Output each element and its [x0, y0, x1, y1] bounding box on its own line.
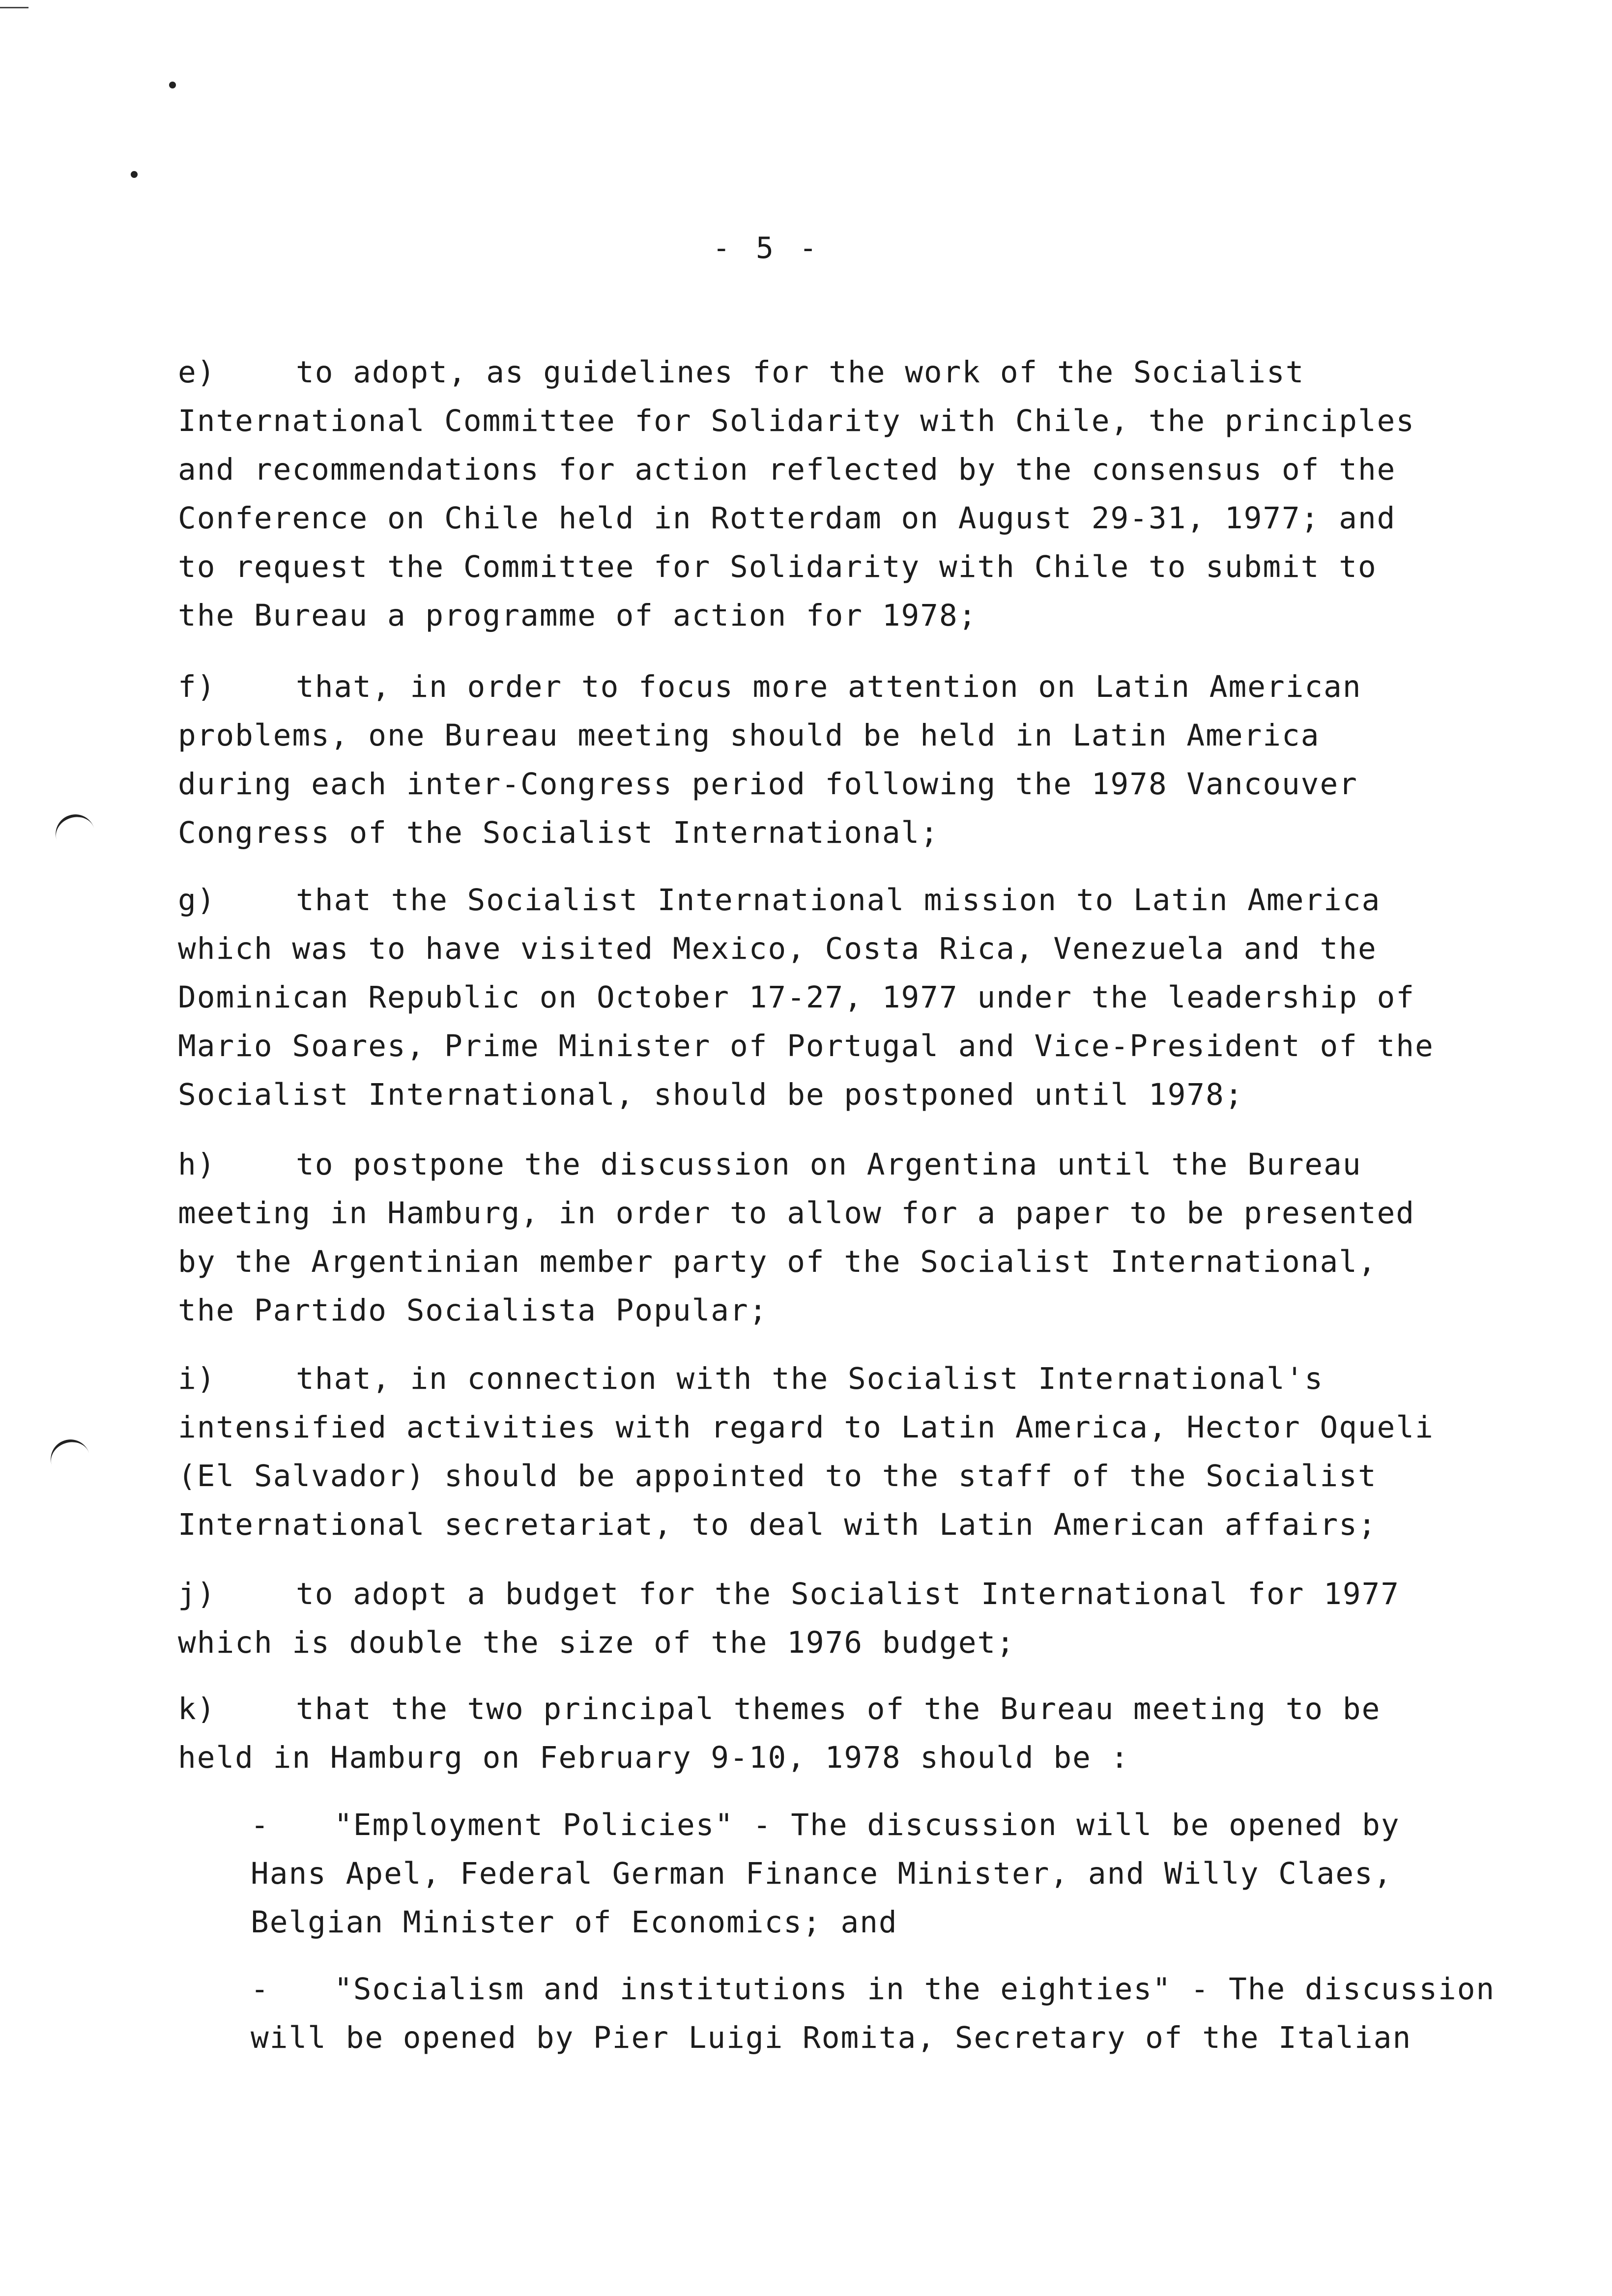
list-marker: k) [178, 1692, 216, 1726]
list-item-h [178, 1140, 1495, 1335]
list-marker: e) [178, 355, 216, 390]
sub-item-text: "Employment Policies" - The discussion will be opened by Hans Apel, Federal German Finance Minister, and Willy Claes, Belgian Minister of Economics; and [251, 1808, 1400, 1940]
list-item-text: to adopt, as guidelines for the work of the Socialist International Committee for Solidarity with Chile, the principles and recommendations for action reflected by the consensus of the Conference on Chile held in Rotterdam on August 29-31, 1977; and to request the Committee for Solidarity with Chile to submit to the Bureau a programme of action for 1978; [178, 355, 1415, 633]
sub-item-dash: - [251, 1808, 270, 1842]
list-marker: j) [178, 1577, 216, 1611]
list-item-text: that, in connection with the Socialist International's intensified activities with regard to Latin America, Hector Oqueli (El Salvador) should be appointed to the staff of the Socialist International secretariat, to deal with Latin American affairs; [178, 1361, 1434, 1542]
list-item-j [178, 1570, 1495, 1667]
list-marker: i) [178, 1361, 216, 1396]
list-item-e [178, 348, 1495, 640]
sub-item-employment-policies [251, 1801, 1587, 1947]
scan-speck [131, 171, 138, 178]
list-marker: f) [178, 669, 216, 704]
sub-item-dash: - [251, 1972, 270, 2007]
page-number: - 5 - [712, 231, 821, 265]
list-item-text: that the Socialist International mission to Latin America which was to have visited Mexico, Costa Rica, Venezuela and the Dominican Republic on October 17-27, 1977 under the leadership of Mario Soares, Prime Minister of Portugal and Vice-President of the Socialist International, should be postponed until 1978; [178, 883, 1434, 1112]
list-item-i [178, 1354, 1495, 1549]
list-item-text: to adopt a budget for the Socialist International for 1977 which is double the size of the 1976 budget; [178, 1577, 1400, 1660]
list-item-text: that, in order to focus more attention on Latin American problems, one Bureau meeting should be held in Latin America during each inter-Congress period following the 1978 Vancouver Congress of the Socialist International; [178, 669, 1362, 850]
punch-hole-mark [51, 809, 95, 843]
list-item-text: that the two principal themes of the Bureau meeting to be held in Hamburg on February 9-10, 1978 should be : [178, 1692, 1381, 1775]
sub-item-text: "Socialism and institutions in the eighties" - The discussion will be opened by Pier Luigi Romita, Secretary of the Italian [251, 1972, 1496, 2055]
list-item-text: to postpone the discussion on Argentina until the Bureau meeting in Hamburg, in order to allow for a paper to be presented by the Argentinian member party of the Socialist International, the Partido Socialista Popular; [178, 1147, 1415, 1328]
scan-speck [169, 82, 176, 88]
list-marker: g) [178, 883, 216, 918]
punch-hole-mark [46, 1435, 90, 1468]
list-item-k [178, 1685, 1495, 1782]
sub-item-socialism-institutions [251, 1965, 1587, 2062]
list-marker: h) [178, 1147, 216, 1182]
list-item-f [178, 662, 1495, 857]
list-item-g [178, 876, 1495, 1119]
scan-edge-mark [0, 7, 29, 8]
